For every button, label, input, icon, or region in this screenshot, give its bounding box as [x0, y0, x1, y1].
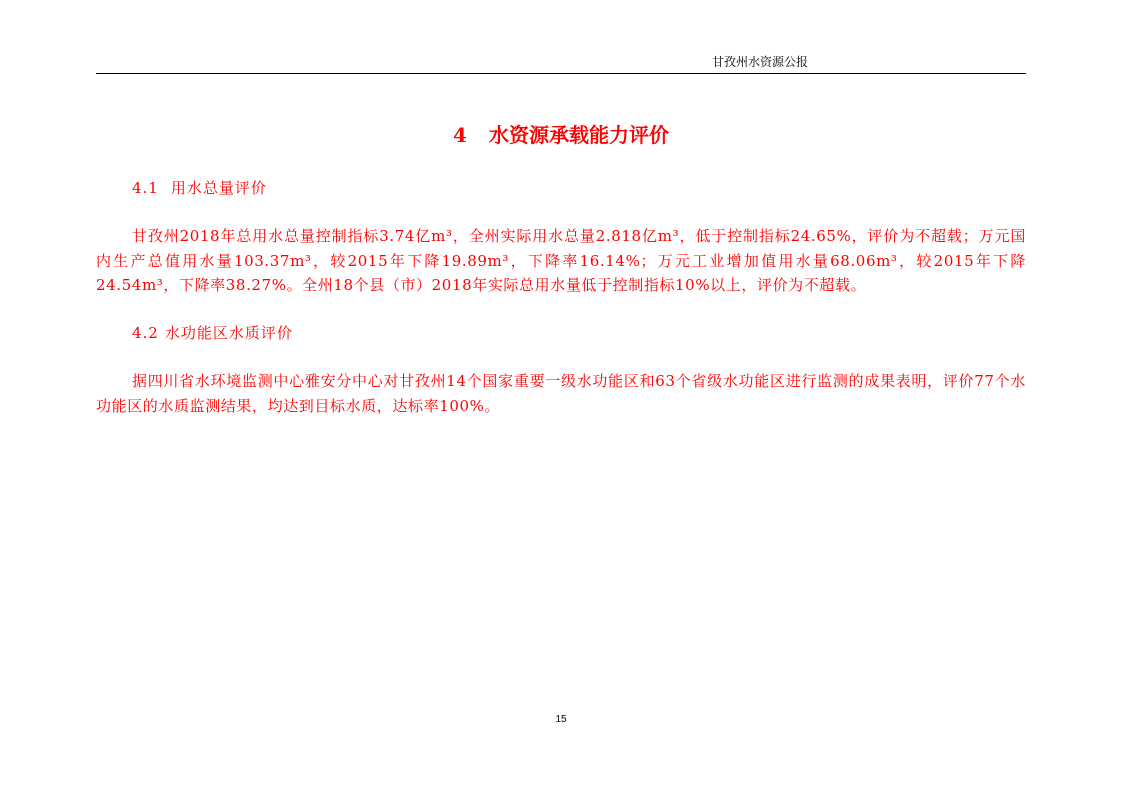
section-title: 水资源承载能力评价 [488, 123, 669, 147]
subsection-number: 4.2 [132, 324, 159, 342]
page-header [96, 54, 1026, 74]
subsection-heading-4-2 [132, 323, 293, 343]
subsection-number: 4.1 [132, 179, 159, 197]
paragraph-water-quality: 据四川省水环境监测中心雅安分中心对甘孜州14个国家重要一级水功能区和63个省级水功能区进行监测的成果表明，评价77个水功能区的水质监测结果，均达到目标水质，达标率100%。 [96, 372, 1026, 415]
subsection-title: 用水总量评价 [170, 179, 267, 197]
section-heading [0, 122, 1122, 148]
section-number: 4 [453, 123, 467, 147]
paragraph-water-use-total: 甘孜州2018年总用水总量控制指标3.74亿m³，全州实际用水总量2.818亿m³，低于控制指标24.65%，评价为不超载；万元国内生产总值用水量103.37m³，较2015年下降19.89m³，下降率16.14%；万元工业增加值用水量68.06m³，较2015年下降24.54m³，下降率38.27%。全州18个县（市）2018年实际总用水量低于控制指标10%以上，评价为不超载。 [96, 227, 1026, 294]
subsection-title: 水功能区水质评价 [164, 324, 293, 342]
subsection-heading-4-1 [132, 178, 267, 198]
page-number: 15 [555, 714, 567, 725]
header-title: 甘孜州水资源公报 [711, 55, 808, 69]
